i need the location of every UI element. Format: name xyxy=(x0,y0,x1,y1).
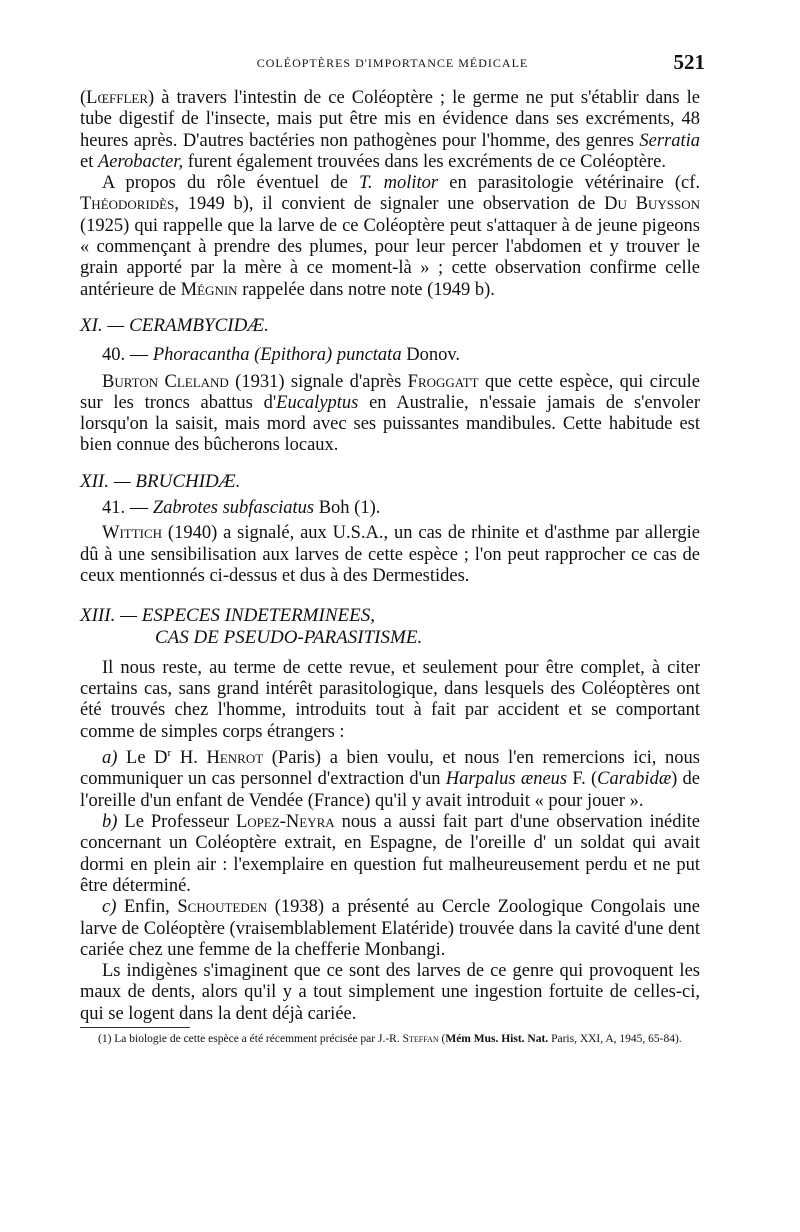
section-heading-xii: XII. — BRUCHIDÆ. xyxy=(80,470,241,492)
entry-number: 40. — xyxy=(102,345,153,366)
heading-line: CAS DE PSEUDO-PARASITISME. xyxy=(155,626,423,648)
text: rappelée dans notre note (1949 b). xyxy=(237,279,495,300)
running-head: COLÉOPTÈRES D'IMPORTANCE MÉDICALE xyxy=(256,56,529,70)
page-body xyxy=(80,88,700,1046)
author-name: Du Buysson xyxy=(604,194,700,215)
page-number: 521 xyxy=(673,50,705,74)
species-name: Phoracantha (Epithora) punctata xyxy=(152,345,402,366)
family-name: Carabidæ xyxy=(597,769,672,790)
text: Paris, XXI, A, 1945, 65-84). xyxy=(548,1033,682,1046)
text: (1925) qui rappelle que la larve de ce Coléoptère peut s'attaquer à de jeune pigeons « commençant à prendre des plumes, pour leur percer l'abdomen et y trouver le grain apporté par la mère à ce moment-là » ; cette observation confirme celle antérieure de xyxy=(80,215,700,300)
species-author: Donov. xyxy=(401,345,460,366)
paragraph-loeffler xyxy=(80,88,700,173)
case-label: a) xyxy=(102,748,118,769)
footnote-rule xyxy=(80,1027,190,1028)
case-b xyxy=(80,812,700,897)
species-name: T. molitor xyxy=(358,173,439,194)
case-label: c) xyxy=(102,897,117,918)
text: en parasitologie vétérinaire (cf. xyxy=(438,173,700,194)
genus-name: Serratia xyxy=(639,130,700,151)
entry-number: 41. — xyxy=(102,498,153,519)
author-name: Wittich xyxy=(102,523,163,544)
author-name: Théodoridès xyxy=(80,194,175,215)
author-name: Schouteden xyxy=(177,897,268,918)
text: F. ( xyxy=(567,769,598,790)
author-name: Burton Cleland xyxy=(102,371,229,392)
text: (1) La biologie de cette espèce a été récemment précisée par J.-R. xyxy=(98,1033,403,1046)
section-heading-xi: XI. — CERAMBYCIDÆ. xyxy=(80,314,269,336)
paragraph-intro-pseudo-parasitism: Il nous reste, au terme de cette revue, et seulement pour être complet, à citer certains cas, sans grand intérêt parasitologique, dans lesquels des Coléoptères ont été trouvés chez l'homme, introduits tout à fait par accident et se comportant comme de simples corps étrangers : xyxy=(80,657,700,742)
author-name: Mégnin xyxy=(180,279,238,300)
case-c xyxy=(80,897,700,961)
author-name: Lopez-Neyra xyxy=(235,812,335,833)
superscript: r xyxy=(167,747,172,760)
text: , 1949 b), il convient de signaler une observation de xyxy=(174,194,605,215)
text: que cette espèce, qui circule sur les troncs abattus d' xyxy=(80,371,700,413)
genus-name: Aerobacter, xyxy=(97,151,184,172)
text: Le Professeur xyxy=(117,812,236,833)
paragraph-toothache-belief: Ls indigènes s'imaginent que ce sont des larves de ce genre qui provoquent les maux de dents, alors qu'il y a tout simplement une ingestion fortuite de celles-ci, qui se logent dans la dent déjà cariée. xyxy=(80,961,700,1024)
text: (1938) a présenté au Cercle Zoologique Congolais une larve de Coléoptère (vraisemblablement Elatéride) trouvée dans la cavité d'une dent cariée chez une femme de la chefferie Monbangi. xyxy=(80,897,701,960)
journal-name: Mém Mus. Hist. Nat. xyxy=(445,1033,549,1046)
text: nous a aussi fait part d'une observation inédite concernant un Coléoptère extrait, en Espagne, de l'oreille d' un soldat qui avait dormi en plein air : l'exemplaire en question fut malheureusement perdu et ne put être déterminé. xyxy=(80,812,700,896)
species-author: Boh (1). xyxy=(314,498,381,519)
species-entry-40 xyxy=(80,345,700,366)
species-name: Zabrotes subfasciatus xyxy=(152,498,315,519)
species-entry-41 xyxy=(80,498,700,519)
text: A propos du rôle éventuel de xyxy=(102,173,359,194)
text: (1940) a signalé, aux U.S.A., un cas de rhinite et d'asthme par allergie dû à une sensibilisation aux larves de cette espèce ; l'on peut rapprocher ce cas de ceux mentionnés ci-dessus et dus à des Dermestides. xyxy=(80,523,700,586)
paragraph-tmolitor xyxy=(80,173,700,301)
paragraph-wittich xyxy=(80,523,700,587)
section-heading-xiii xyxy=(80,605,700,648)
paragraph-burton-cleland xyxy=(80,372,700,457)
text: en Australie, n'essaie jamais de s'envoler lorsqu'on la saisit, mais mord avec ses puissantes mandibules. Cette habitude est bien connue des bûcherons locaux. xyxy=(80,392,700,456)
text: ) de l'oreille d'un enfant de Vendée (France) qu'il y avait introduit « pour jouer ». xyxy=(80,769,701,811)
heading-line: XIII. — ESPECES INDETERMINEES, xyxy=(80,605,375,627)
case-label: b) xyxy=(102,812,118,833)
text: furent également trouvées dans les excréments de ce Coléoptère. xyxy=(183,151,666,172)
author-name: Steffan xyxy=(402,1033,439,1046)
text: ) à travers l'intestin de ce Coléoptère ; le germe ne put s'établir dans le tube digestif de l'insecte, mais put être mis en évidence dans ses excréments, 48 heures après. D'autres bactéries non pathogènes pour l'homme, des genres xyxy=(80,88,700,151)
text: (Paris) a bien voulu, et nous l'en remercions ici, nous communiquer un cas personnel d'extraction d'un xyxy=(80,748,700,790)
text: ( xyxy=(438,1033,446,1046)
species-name: Harpalus æneus xyxy=(445,769,568,790)
text: Enfin, xyxy=(116,897,178,918)
case-a xyxy=(80,743,700,812)
text: Le D xyxy=(117,748,168,769)
author-name: Lœffler xyxy=(86,88,149,108)
author-name: Henrot xyxy=(206,748,264,769)
text: et xyxy=(80,151,98,172)
text: ( xyxy=(80,88,87,108)
text: H. xyxy=(171,748,207,769)
footnote xyxy=(80,1032,700,1046)
genus-name: Eucalyptus xyxy=(276,392,359,413)
text: (1931) signale d'après xyxy=(228,371,408,392)
author-name: Froggatt xyxy=(407,371,479,392)
